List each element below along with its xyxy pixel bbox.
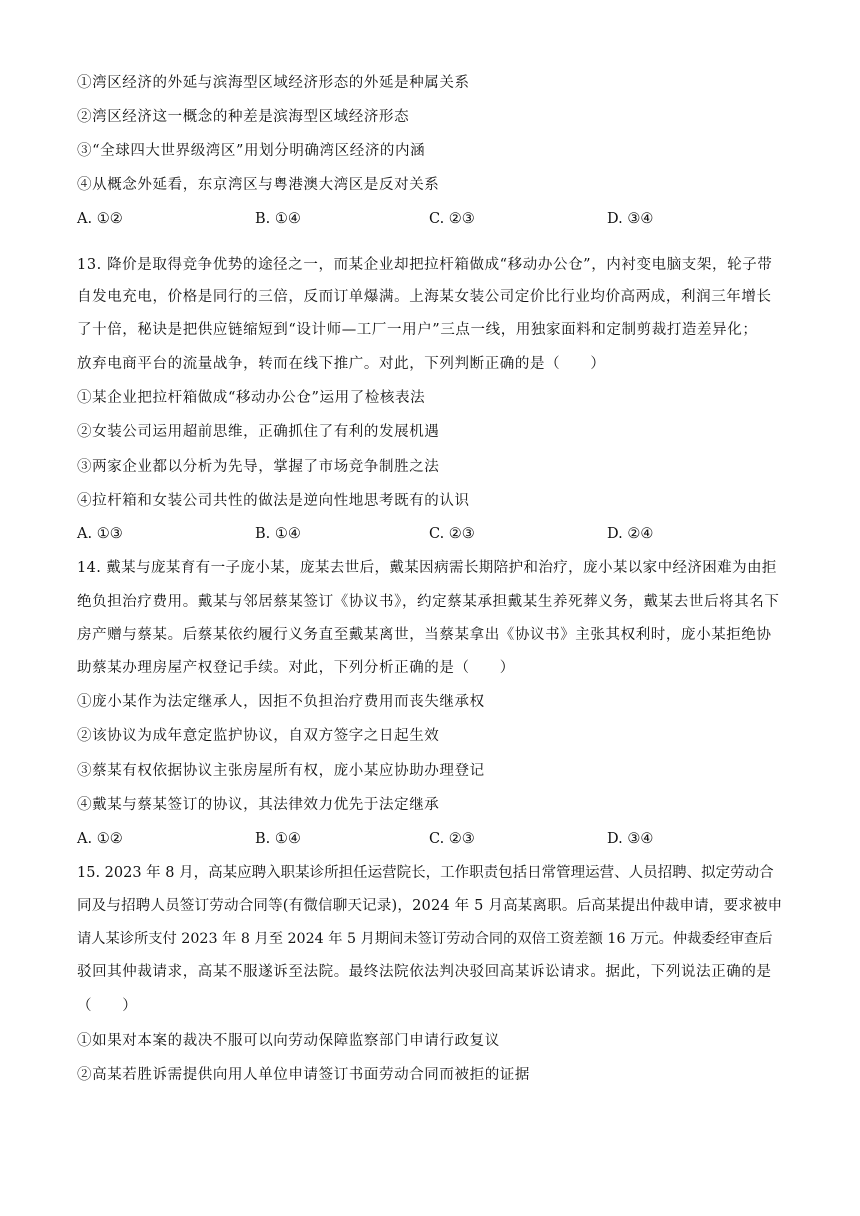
- q15-stem-line-2: 同及与招聘人员签订劳动合同等(有微信聊天记录)，2024 年 5 月高某离职。后高某提出仲裁申请，要求被申: [77, 898, 783, 914]
- q15-stem-line-1: 15. 2023 年 8 月，高某应聘入职某诊所担任运营院长，工作职责包括日常管理运营、人员招聘、拟定劳动合: [77, 865, 774, 881]
- q13-stem-line-2: 自发电充电，价格是同行的三倍，反而订单爆满。上海某女装公司定价比行业均价高两成，利润三年增长: [77, 289, 772, 305]
- q12-statement-4: ④从概念外延看，东京湾区与粤港澳大湾区是反对关系: [77, 177, 440, 193]
- q13-statement-2: ②女装公司运用超前思维，正确抓住了有利的发展机遇: [77, 424, 440, 440]
- q14-stem-line-1: 14. 戴某与庞某育有一子庞小某，庞某去世后，戴某因病需长期陪护和治疗，庞小某以家中经济困难为由拒: [77, 560, 777, 576]
- q12-statement-2: ②湾区经济这一概念的种差是滨海型区域经济形态: [77, 109, 410, 125]
- q14-statement-3: ③蔡某有权依据协议主张房屋所有权，庞小某应协助办理登记: [77, 763, 485, 779]
- q13-option-d: D. ②④: [607, 526, 654, 542]
- q13-stem-line-4: 放弃电商平台的流量战争，转而在线下推广。对此，下列判断正确的是（ ）: [77, 356, 606, 372]
- q15-stem-line-5: （ ）: [77, 998, 138, 1014]
- q13-statement-4: ④拉杆箱和女装公司共性的做法是逆向性地思考既有的认识: [77, 493, 470, 509]
- q13-stem-line-3: 了十倍，秘诀是把供应链缩短到“设计师—工厂一用户”三点一线，用独家面料和定制剪裁打造差异化；: [77, 322, 758, 338]
- q13-option-c: C. ②③: [429, 526, 475, 542]
- q14-stem-line-2: 绝负担治疗费用。戴某与邻居蔡某签订《协议书》，约定蔡某承担戴某生养死葬义务，戴某去世后将其名下: [77, 594, 780, 610]
- q14-statement-2: ②该协议为成年意定监护协议，自双方签字之日起生效: [77, 728, 440, 744]
- q13-stem-line-1: 13. 降价是取得竞争优势的途径之一，而某企业却把拉杆箱做成“移动办公仓”，内衬变电脑支架，轮子带: [77, 257, 773, 273]
- q13-statement-3: ③两家企业都以分析为先导，掌握了市场竞争制胜之法: [77, 459, 440, 475]
- q14-option-a: A. ①②: [77, 831, 123, 847]
- q14-statement-1: ①庞小某作为法定继承人，因拒不负担治疗费用而丧失继承权: [77, 694, 485, 710]
- q13-statement-1: ①某企业把拉杆箱做成“移动办公仓”运用了检核表法: [77, 390, 426, 406]
- q12-statement-3: ③“全球四大世界级湾区”用划分明确湾区经济的内涵: [77, 143, 426, 159]
- q14-option-c: C. ②③: [429, 831, 475, 847]
- q15-statement-2: ②高某若胜诉需提供向用人单位申请签订书面劳动合同而被拒的证据: [77, 1067, 530, 1083]
- q14-option-b: B. ①④: [255, 831, 301, 847]
- q15-stem-line-4: 驳回其仲裁请求，高某不服遂诉至法院。最终法院依法判决驳回高某诉讼请求。据此，下列说法正确的是: [77, 964, 772, 980]
- q12-option-b: B. ①④: [255, 211, 301, 227]
- q14-option-d: D. ③④: [607, 831, 654, 847]
- q12-option-a: A. ①②: [77, 211, 123, 227]
- q15-stem-line-3: 请人某诊所支付 2023 年 8 月至 2024 年 5 月期间未签订劳动合同的双倍工资差额 16 万元。仲裁委经审查后: [77, 931, 773, 947]
- q14-statement-4: ④戴某与蔡某签订的协议，其法律效力优先于法定继承: [77, 797, 440, 813]
- q12-option-d: D. ③④: [607, 211, 654, 227]
- q13-option-a: A. ①③: [77, 526, 123, 542]
- q13-option-b: B. ①④: [255, 526, 301, 542]
- q12-statement-1: ①湾区经济的外延与滨海型区域经济形态的外延是种属关系: [77, 75, 470, 91]
- q12-option-c: C. ②③: [429, 211, 475, 227]
- q15-statement-1: ①如果对本案的裁决不服可以向劳动保障监察部门申请行政复议: [77, 1033, 500, 1049]
- q14-stem-line-4: 助蔡某办理房屋产权登记手续。对此，下列分析正确的是（ ）: [77, 660, 515, 676]
- q14-stem-line-3: 房产赠与蔡某。后蔡某依约履行义务直至戴某离世，当蔡某拿出《协议书》主张其权利时，庞小某拒绝协: [77, 627, 772, 643]
